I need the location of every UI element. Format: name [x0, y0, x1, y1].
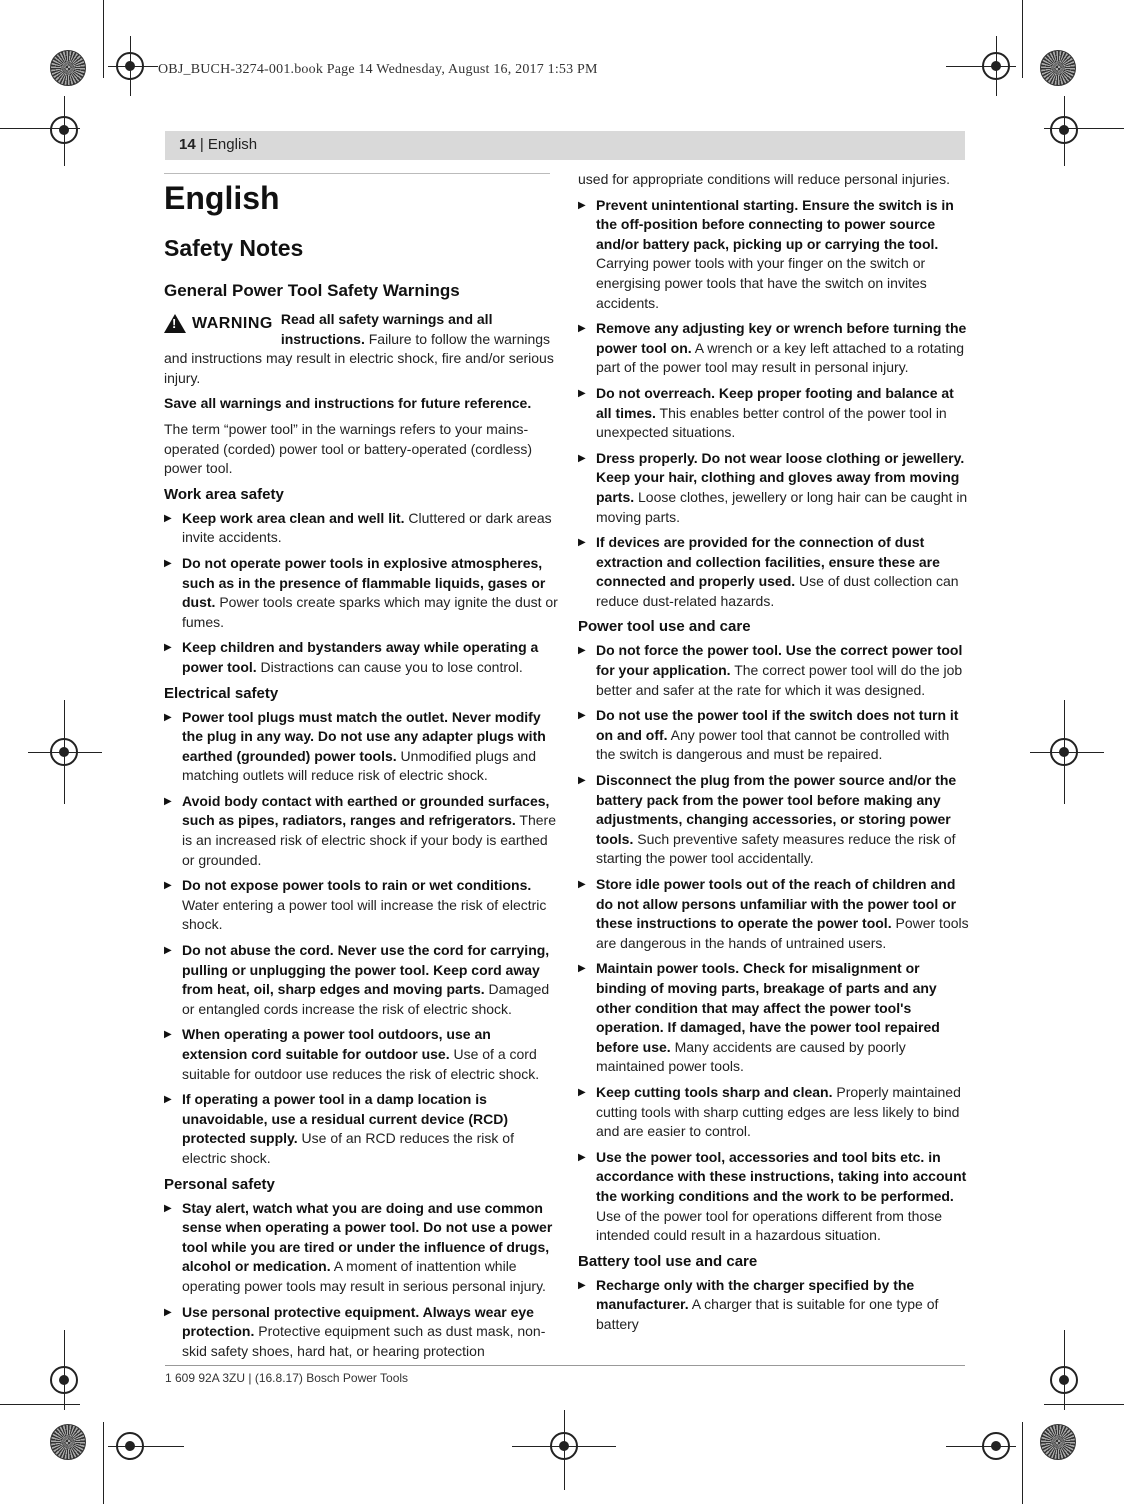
continuation-text: used for appropriate conditions will reduce personal injuries. — [578, 171, 950, 187]
item-text: Loose clothes, jewellery or long hair can be caught in moving parts. — [596, 488, 968, 525]
item-text: Cluttered or dark areas invite accidents. — [182, 509, 552, 546]
personal-heading: Personal safety — [164, 1175, 275, 1193]
term-text: The term “power tool” in the warnings refers to your mains-operated (corded) power tool or battery-operated (cordless) power tool. — [164, 420, 533, 477]
item-bold: Do not overreach. Keep proper footing and balance at all times. — [596, 384, 954, 421]
item-text: Use of dust collection can reduce dust-related hazards. — [596, 573, 959, 609]
item-text: There is an increased risk of electric shock if your body is earthed or grounded. — [182, 812, 557, 868]
reg-line-right-upper — [1064, 96, 1065, 166]
list-item — [578, 384, 972, 443]
page-number: 14 — [179, 136, 196, 153]
warning-word: WARNING — [192, 315, 273, 332]
item-bold: If devices are provided for the connection of dust extraction and collection facilities, ensure these are connected and properly used. — [596, 534, 940, 590]
item-bold: Stay alert, watch what you are doing and use common sense when operating a power tool. Do not use a power tool while you are tired or under the influence of drugs, alcohol or medication. — [182, 1199, 553, 1275]
list-item — [164, 1199, 558, 1297]
use-care-heading: Power tool use and care — [578, 618, 751, 636]
list-item — [164, 941, 558, 1019]
list-item — [164, 638, 558, 677]
item-bold: If operating a power tool in a damp location is unavoidable, use a residual current device (RCD) protected supply. — [182, 1091, 508, 1147]
page-footer: 1 609 92A 3ZU | (16.8.17) Bosch Power Tools — [165, 1371, 409, 1385]
list-item — [164, 1303, 558, 1362]
list-item — [164, 876, 558, 935]
item-text: A wrench or a key left attached to a rotating part of the power tool may result in personal injury. — [596, 339, 965, 376]
reg-line-left-upper — [64, 96, 65, 166]
list-item — [164, 792, 558, 870]
item-bold: Power tool plugs must match the outlet. Never modify the plug in any way. Do not use any adapter plugs with earthed (grounded) power tools. — [182, 708, 546, 764]
rosette-bottom-left — [50, 1424, 86, 1460]
warning-symbol — [164, 314, 273, 334]
item-text: Power tools are dangerous in the hands of untrained users. — [596, 915, 969, 951]
item-text: Properly maintained cutting tools with sharp cutting edges are less likely to bind and are easier to control. — [596, 1083, 961, 1140]
crop-mark-bottom-right-v — [1022, 1422, 1023, 1504]
item-bold: Use the power tool, accessories and tool bits etc. in accordance with these instructions, taking into account the working conditions and the work to be performed. — [596, 1148, 967, 1204]
reg-line-top-right-h — [946, 66, 1016, 67]
electrical-heading: Electrical safety — [164, 684, 279, 702]
list-item — [578, 706, 972, 765]
reg-line-left-mid-h — [28, 752, 102, 753]
reg-line-bottom-left-h — [108, 1446, 184, 1447]
item-text: Unmodified plugs and matching outlets will reduce risk of electric shock. — [182, 747, 536, 784]
list-item — [578, 959, 972, 1077]
rosette-top-right — [1040, 50, 1076, 86]
rosette-bottom-right — [1040, 1424, 1076, 1460]
item-bold: Disconnect the plug from the power source and/or the battery pack from the power tool before making any adjustments, changing accessories, or storing power tools. — [596, 772, 957, 847]
item-bold: Prevent unintentional starting. Ensure the switch is in the off-position before connecting to power source and/or battery pack, picking up or carrying the tool. — [596, 196, 954, 252]
reg-line-bottom-right-h — [946, 1446, 1016, 1447]
item-bold: Keep children and bystanders away while operating a power tool. — [182, 639, 539, 675]
save-note: Save all warnings and instructions for future reference. — [164, 395, 532, 412]
item-bold: Do not expose power tools to rain or wet conditions. — [182, 877, 532, 894]
work-area-heading: Work area safety — [164, 485, 284, 503]
item-text: Use of the power tool for operations different from those intended could result in a hazardous situation. — [596, 1207, 943, 1244]
item-text: Any power tool that cannot be controlled with the switch is dangerous and must be repaired. — [596, 726, 950, 763]
item-text: Power tools create sparks which may ignite the dust or fumes. — [182, 594, 558, 630]
item-bold: Do not abuse the cord. Never use the cord for carrying, pulling or unplugging the power tool. Keep cord away from heat, oil, sharp edges and moving parts. — [182, 942, 550, 998]
item-text: Water entering a power tool will increase the risk of electric shock. — [182, 896, 547, 933]
list-item — [164, 554, 558, 632]
item-bold: Dress properly. Do not wear loose clothing or jewellery. Keep your hair, clothing and gloves away from moving parts. — [596, 449, 965, 505]
item-bold: Remove any adjusting key or wrench before turning the power tool on. — [596, 320, 967, 356]
item-bold: Avoid body contact with earthed or grounded surfaces, such as pipes, radiators, ranges and refrigerators. — [182, 792, 550, 829]
item-text: This enables better control of the power tool in unexpected situations. — [596, 404, 947, 441]
warning-text: Failure to follow the warnings and instructions may result in electric shock, fire and/or serious injury. — [164, 330, 554, 386]
item-bold: Do not force the power tool. Use the correct power tool for your application. — [596, 642, 963, 679]
list-item — [578, 641, 972, 700]
warning-triangle-icon: ! — [164, 314, 186, 333]
crop-mark-bottom-right-h — [1044, 1404, 1124, 1405]
item-text: Damaged or entangled cords increase the risk of electric shock. — [182, 981, 550, 1017]
list-item — [578, 875, 972, 953]
general-warnings-heading: General Power Tool Safety Warnings — [164, 281, 460, 300]
book-imprint: OBJ_BUCH-3274-001.book Page 14 Wednesday, August 16, 2017 1:53 PM — [158, 62, 598, 77]
item-bold: Do not use the power tool if the switch does not turn it on and off. — [596, 707, 959, 743]
reg-line-bottom-center-v — [564, 1410, 565, 1490]
item-text: Carrying power tools with your finger on the switch or energising power tools that have the switch on invites accidents. — [596, 255, 927, 311]
list-item — [578, 1276, 972, 1335]
title-rule — [164, 173, 550, 174]
page-header — [165, 131, 965, 160]
crop-mark-top-left-v — [103, 0, 104, 78]
page-title: English — [164, 180, 280, 216]
personal-list — [164, 1199, 558, 1362]
left-column — [164, 170, 558, 1367]
item-bold: Maintain power tools. Check for misalignment or binding of moving parts, breakage of parts and any other condition that may affect the power tool's operation. If damaged, have the power tool repaired before use. — [596, 960, 940, 1055]
work-area-list — [164, 509, 558, 678]
item-text: Such preventive safety measures reduce the risk of starting the power tool accidentally. — [596, 830, 956, 867]
list-item — [578, 196, 972, 314]
item-bold: When operating a power tool outdoors, use an extension cord suitable for outdoor use. — [182, 1026, 491, 1062]
battery-heading: Battery tool use and care — [578, 1252, 758, 1270]
item-bold: Do not operate power tools in explosive atmospheres, such as in the presence of flammable liquids, gases or dust. — [182, 554, 546, 611]
list-item — [578, 1083, 972, 1142]
warning-paragraph — [164, 310, 558, 388]
item-text: Many accidents are caused by poorly maintained power tools. — [596, 1038, 906, 1075]
list-item — [578, 449, 972, 527]
crop-mark-bottom-left-h — [0, 1404, 80, 1405]
item-bold: Store idle power tools out of the reach of children and do not allow persons unfamiliar with the power tool or these instructions to operate the power tool. — [596, 876, 957, 932]
item-text: Protective equipment such as dust mask, non-skid safety shoes, hard hat, or hearing protection — [182, 1323, 546, 1359]
warning-bold: Read all safety warnings and all instructions. — [280, 311, 493, 347]
crop-mark-top-right-v — [1022, 0, 1023, 78]
item-text: A charger that is suitable for one type of battery — [596, 1296, 939, 1332]
item-text: A moment of inattention while operating power tools may result in serious personal injury. — [182, 1258, 546, 1294]
list-item — [578, 533, 972, 611]
list-item — [164, 509, 558, 548]
battery-list — [578, 1276, 972, 1335]
list-item — [578, 319, 972, 378]
reg-line-right-lower — [1064, 1330, 1065, 1410]
crop-mark-bottom-left-v — [103, 1422, 104, 1504]
item-bold: Recharge only with the charger specified by the manufacturer. — [596, 1276, 915, 1313]
list-item — [578, 771, 972, 869]
item-bold: Keep cutting tools sharp and clean. — [596, 1083, 833, 1100]
personal-list-continued — [578, 196, 972, 612]
item-text: Use of an RCD reduces the risk of electric shock. — [182, 1130, 514, 1166]
reg-line-left-lower — [64, 1330, 65, 1410]
safety-notes-heading: Safety Notes — [164, 235, 304, 261]
use-care-list — [578, 641, 972, 1245]
page-header-text: 14 | English — [179, 136, 258, 153]
item-text: The correct power tool will do the job better and safer at the rate for which it was designed. — [596, 662, 963, 698]
electrical-list — [164, 708, 558, 1169]
header-section: English — [207, 136, 258, 153]
footer-rule — [165, 1365, 965, 1366]
reg-line-top-left-h — [108, 66, 158, 67]
list-item — [578, 1148, 972, 1246]
right-column — [578, 170, 972, 1340]
reg-line-right-mid-h — [1030, 752, 1104, 753]
item-bold: Use personal protective equipment. Always wear eye protection. — [182, 1303, 534, 1340]
list-item — [164, 708, 558, 786]
list-item — [164, 1090, 558, 1168]
item-text: Use of a cord suitable for outdoor use reduces the risk of electric shock. — [182, 1046, 540, 1082]
item-bold: Keep work area clean and well lit. — [182, 509, 405, 526]
rosette-top-left — [50, 50, 86, 86]
item-text: Distractions can cause you to lose control. — [256, 658, 523, 675]
list-item — [164, 1025, 558, 1084]
